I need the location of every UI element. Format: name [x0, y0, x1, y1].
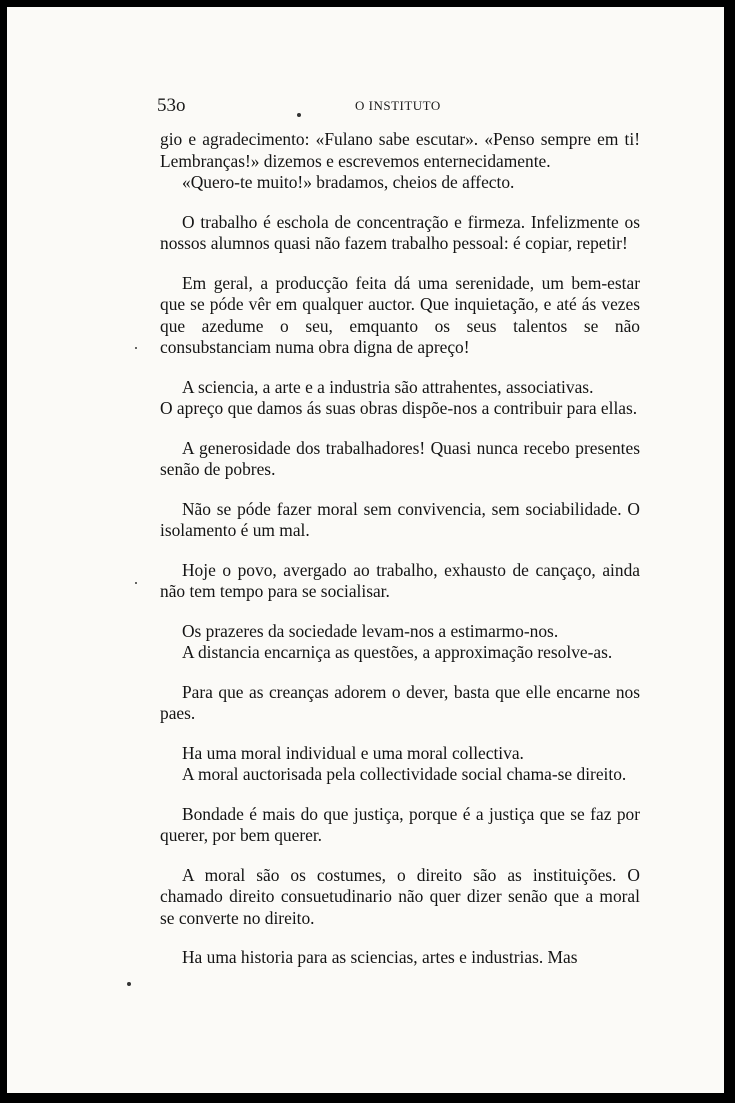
paragraph: A generosidade dos trabalhadores! Quasi nunca recebo presentes senão de pobres. [160, 437, 640, 479]
print-speck [135, 582, 137, 584]
page-number: 53o [157, 95, 186, 116]
body-text [160, 129, 640, 987]
paragraph: Ha uma historia para as sciencias, artes e industrias. Mas [182, 947, 578, 967]
paragraph: A distancia encarniça as questões, a approximação resolve-as. [182, 642, 613, 662]
paragraph: O trabalho é eschola de concentração e firmeza. Infelizmente os nossos alumnos quasi não fazem trabalho pessoal: é copiar, repetir! [160, 211, 640, 253]
paragraph: A sciencia, a arte e a industria são attrahentes, associativas. [182, 376, 594, 397]
paragraph: Bondade é mais do que justiça, porque é a justiça que se faz por querer, por bem querer. [160, 803, 640, 845]
paragraph: A moral são os costumes, o direito são as instituições. O chamado direito consuetudinario não quer dizer senão que a moral se converte no direito. [160, 864, 640, 928]
running-title: O INSTITUTO [355, 98, 441, 113]
print-speck [297, 113, 301, 117]
paragraph: «Quero-te muito!» bradamos, cheios de affecto. [182, 172, 515, 192]
paragraph: Hoje o povo, avergado ao trabalho, exhausto de cançaço, ainda não tem tempo para se socialisar. [160, 559, 640, 601]
print-speck [127, 982, 131, 986]
paragraph: O apreço que damos ás suas obras dispõe-nos a contribuir para ellas. [160, 398, 638, 418]
paragraph: Em geral, a producção feita dá uma serenidade, um bem-estar que se póde vêr em qualquer auctor. Que inquietação, e até ás vezes que azedume o seu, emquanto os seus talentos se não consubstanciam numa obra digna de apreço! [160, 272, 640, 357]
paragraph: Para que as creanças adorem o dever, basta que elle encarne nos paes. [160, 681, 640, 723]
print-speck [135, 347, 137, 349]
paragraph: Não se póde fazer moral sem convivencia, sem sociabilidade. O isolamento é um mal. [160, 498, 640, 540]
paragraph: Ha uma moral individual e uma moral collectiva. [182, 742, 524, 763]
page-header [7, 95, 724, 119]
book-page [7, 7, 724, 1093]
paragraph: gio e agradecimento: «Fulano sabe escutar». «Penso sempre em ti! Lembranças!» dizemos e escrevemos enternecidamente. [160, 129, 640, 171]
paragraph: A moral auctorisada pela collectividade social chama-se direito. [182, 764, 627, 784]
paragraph: Os prazeres da sociedade levam-nos a estimarmo-nos. [182, 620, 559, 641]
